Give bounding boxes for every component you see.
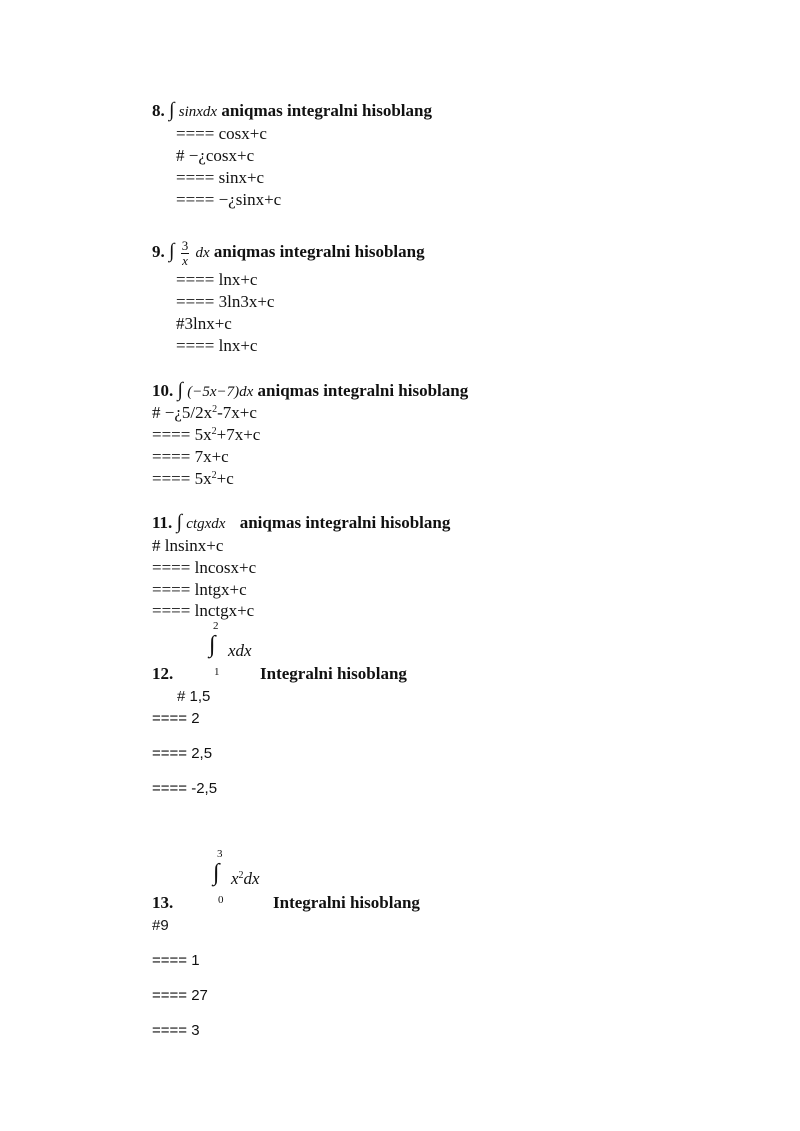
fraction-denominator: x bbox=[182, 252, 188, 268]
integrand: sinxdx bbox=[178, 104, 218, 120]
question-number: 9. bbox=[152, 242, 165, 261]
integral-sign-icon: ∫ bbox=[169, 99, 175, 121]
integrand: ctgxdx bbox=[186, 516, 226, 532]
integrand-exponent: 2 bbox=[238, 870, 244, 881]
question-number: 11. bbox=[152, 513, 173, 532]
answer-option bbox=[152, 447, 229, 467]
question-prompt: aniqmas integralni hisoblang bbox=[213, 242, 425, 261]
answer-option: ==== lnctgx+c bbox=[152, 601, 255, 620]
answer-option: # 1,5 bbox=[177, 688, 211, 705]
question-number: 12. bbox=[152, 664, 174, 683]
option-text: +7x+c bbox=[216, 425, 261, 444]
question-number: 13. bbox=[152, 893, 174, 912]
answer-option: ==== -2,5 bbox=[152, 780, 218, 797]
answer-option: ==== 3ln3x+c bbox=[176, 292, 275, 311]
integral-sign-icon: ∫ bbox=[176, 511, 183, 533]
question-number: 10. bbox=[152, 381, 174, 400]
option-text: +c bbox=[216, 469, 234, 488]
option-exponent: 2 bbox=[211, 470, 217, 481]
answer-option: ==== sinx+c bbox=[176, 168, 265, 187]
integral-sign-icon: ∫ bbox=[209, 632, 216, 658]
answer-option: # lnsinx+c bbox=[152, 536, 224, 555]
question-8-title bbox=[152, 100, 432, 122]
lower-limit: 1 bbox=[214, 666, 220, 678]
upper-limit: 2 bbox=[213, 620, 219, 632]
answer-option: ==== cosx+c bbox=[176, 124, 267, 143]
lower-limit: 0 bbox=[218, 894, 224, 906]
integral-sign-icon: ∫ bbox=[177, 379, 183, 401]
differential: dx bbox=[195, 245, 210, 261]
answer-option bbox=[152, 425, 260, 448]
question-prompt: Integralni hisoblang bbox=[260, 664, 407, 683]
answer-option: ==== lncosx+c bbox=[152, 558, 257, 577]
option-exponent: 2 bbox=[212, 404, 218, 415]
answer-option: ==== lnx+c bbox=[176, 270, 258, 289]
answer-option: ==== lnx+c bbox=[176, 336, 258, 355]
option-text: # −¿5/2x bbox=[152, 403, 213, 422]
upper-limit: 3 bbox=[217, 848, 223, 860]
question-prompt: aniqmas integralni hisoblang bbox=[257, 381, 469, 400]
fraction bbox=[181, 239, 190, 268]
answer-option: ==== lntgx+c bbox=[152, 580, 247, 599]
answer-option: # −¿cosx+c bbox=[176, 146, 255, 165]
option-text: ==== 7x+c bbox=[152, 447, 229, 466]
answer-option: ==== 27 bbox=[152, 987, 208, 1004]
integrand-base: x bbox=[231, 869, 239, 888]
integrand bbox=[231, 869, 260, 889]
integral-sign-icon: ∫ bbox=[213, 860, 220, 886]
option-text: ==== 5x bbox=[152, 425, 212, 444]
answer-option: ==== 2,5 bbox=[152, 745, 213, 762]
answer-option: ==== 3 bbox=[152, 1022, 200, 1039]
question-number: 8. bbox=[152, 101, 165, 120]
option-exponent: 2 bbox=[211, 426, 217, 437]
answer-option bbox=[152, 403, 257, 426]
fraction-numerator: 3 bbox=[181, 237, 189, 253]
answer-option: #9 bbox=[152, 917, 169, 934]
question-prompt: Integralni hisoblang bbox=[273, 893, 420, 912]
question-10-title bbox=[152, 380, 468, 402]
question-prompt: aniqmas integralni hisoblang bbox=[221, 101, 432, 120]
question-11-title bbox=[152, 512, 450, 534]
question-9-title bbox=[152, 236, 425, 268]
option-text: ==== 5x bbox=[152, 469, 212, 488]
option-text: -7x+c bbox=[217, 403, 257, 422]
integral-sign-icon: ∫ bbox=[169, 240, 175, 262]
integrand: (−5x−7)dx bbox=[187, 384, 254, 400]
answer-option: #3lnx+c bbox=[176, 314, 232, 333]
integrand: xdx bbox=[228, 641, 252, 660]
question-prompt: aniqmas integralni hisoblang bbox=[239, 513, 451, 532]
answer-option: ==== 1 bbox=[152, 952, 200, 969]
integrand-tail: dx bbox=[243, 869, 260, 888]
answer-option: ==== 2 bbox=[152, 710, 200, 727]
answer-option bbox=[152, 469, 234, 492]
answer-option: ==== −¿sinx+c bbox=[176, 190, 282, 209]
